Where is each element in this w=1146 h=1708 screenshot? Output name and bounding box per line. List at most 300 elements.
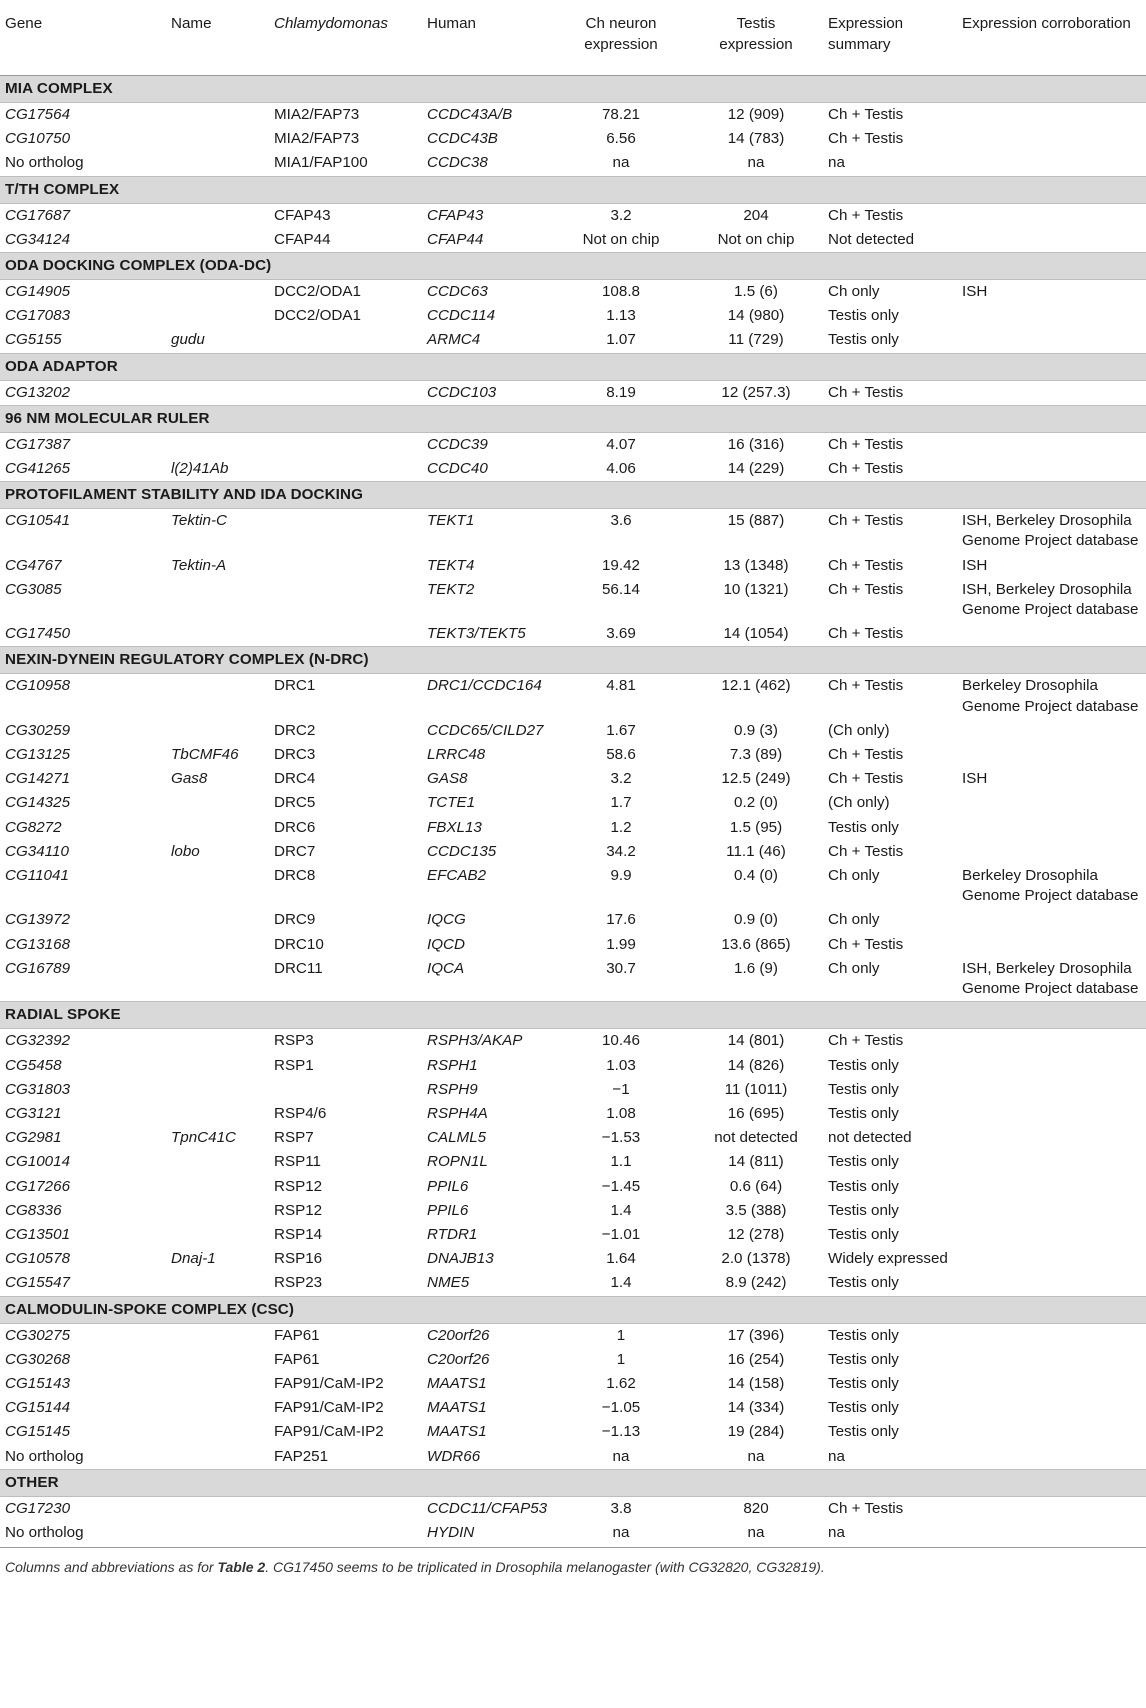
cell-gene: CG17266 — [5, 1177, 71, 1195]
cell-gene: CG14271 — [5, 770, 71, 788]
cell-human: CCDC63 — [427, 283, 488, 301]
cell-human: PPIL6 — [427, 1177, 469, 1195]
cell-human: CCDC39 — [427, 435, 488, 453]
cell-name — [166, 674, 269, 719]
table-row — [0, 1496, 1146, 1521]
cell-chlamydomonas: FAP61 — [274, 1326, 320, 1344]
cell-ch-neuron: −1.05 — [601, 1399, 641, 1417]
cell-corroboration — [957, 103, 1146, 128]
cell-human: CCDC40 — [427, 460, 488, 478]
cell-ch-neuron: 1 — [616, 1326, 626, 1344]
table-row — [0, 203, 1146, 228]
cell-name — [166, 1372, 269, 1396]
footnote-table-ref: Table 2 — [217, 1559, 266, 1576]
header-ch-neuron-line1: Ch neuron — [585, 15, 657, 32]
cell-chlamydomonas: RSP12 — [274, 1177, 323, 1195]
cell-corroboration — [957, 1420, 1146, 1444]
cell-chlamydomonas: CFAP44 — [274, 230, 331, 248]
cell-ch-neuron: 1.4 — [610, 1274, 632, 1292]
header-chlamydomonas: Chlamydomonas — [269, 4, 422, 76]
cell-summary: Testis only — [828, 1326, 899, 1344]
cell-testis: 14 (801) — [727, 1032, 785, 1050]
table-row — [0, 957, 1146, 1002]
cell-corroboration — [957, 816, 1146, 840]
cell-chlamydomonas: DRC2 — [274, 721, 316, 739]
table-row — [0, 432, 1146, 457]
cell-ch-neuron: na — [612, 154, 630, 172]
cell-summary: Widely expressed — [828, 1250, 948, 1268]
cell-chlamydomonas: DRC4 — [274, 770, 316, 788]
cell-gene: CG17564 — [5, 106, 71, 123]
cell-testis: na — [747, 1447, 765, 1465]
cell-human: C20orf26 — [427, 1350, 490, 1368]
cell-chlamydomonas: RSP16 — [274, 1250, 323, 1268]
cell-gene: CG15144 — [5, 1399, 71, 1417]
cell-summary: Testis only — [828, 1056, 899, 1074]
cell-summary: Ch + Testis — [828, 842, 904, 860]
cell-testis: 14 (229) — [727, 460, 785, 478]
cell-name — [166, 432, 269, 457]
header-testis — [689, 4, 823, 76]
header-gene: Gene — [0, 4, 166, 76]
cell-name — [166, 103, 269, 128]
cell-chlamydomonas: MIA2/FAP73 — [274, 130, 360, 148]
cell-name — [166, 1445, 269, 1470]
cell-name — [166, 957, 269, 1002]
cell-name — [166, 1102, 269, 1126]
cell-corroboration — [957, 1175, 1146, 1199]
cell-name: TpnC41C — [171, 1129, 236, 1147]
cell-gene: CG30268 — [5, 1350, 71, 1368]
cell-name — [166, 304, 269, 328]
cell-chlamydomonas: MIA1/FAP100 — [274, 154, 368, 172]
cell-ch-neuron: 6.56 — [606, 130, 636, 148]
cell-corroboration — [957, 1496, 1146, 1521]
cell-gene: CG17230 — [5, 1499, 71, 1517]
cell-testis: 12.5 (249) — [721, 770, 791, 788]
cell-summary: Ch + Testis — [828, 1499, 904, 1517]
cell-summary: (Ch only) — [828, 721, 890, 739]
cell-human: HYDIN — [422, 1521, 553, 1548]
cell-ch-neuron: 1.2 — [610, 818, 632, 836]
cell-ch-neuron: 4.06 — [606, 460, 636, 478]
cell-corroboration — [957, 1150, 1146, 1174]
header-summary — [823, 4, 957, 76]
cell-human: DRC1/CCDC164 — [427, 677, 542, 695]
section-title: MIA COMPLEX — [0, 76, 1146, 103]
cell-name — [166, 791, 269, 815]
cell-human: CCDC43B — [427, 130, 498, 148]
cell-chlamydomonas — [269, 1521, 422, 1548]
cell-chlamydomonas — [269, 1078, 422, 1102]
cell-chlamydomonas — [269, 432, 422, 457]
cell-name — [166, 1199, 269, 1223]
cell-testis: 12.1 (462) — [721, 677, 791, 695]
cell-testis: 0.9 (0) — [734, 911, 778, 929]
cell-corroboration: Berkeley Drosophila Genome Project database — [962, 867, 1139, 905]
cell-gene: CG17083 — [5, 307, 71, 325]
cell-chlamydomonas — [269, 1496, 422, 1521]
cell-summary: Ch + Testis — [828, 556, 904, 574]
cell-ch-neuron: 108.8 — [601, 283, 640, 301]
cell-gene: CG3085 — [5, 580, 62, 598]
footnote-after: . CG17450 seems to be triplicated in Drosophila melanogaster (with CG32820, CG32819). — [265, 1559, 825, 1576]
cell-human: TEKT4 — [427, 556, 475, 574]
cell-name: gudu — [171, 331, 205, 349]
cell-gene: CG30275 — [5, 1326, 71, 1344]
cell-human: C20orf26 — [427, 1326, 490, 1344]
cell-human: CCDC114 — [427, 307, 496, 325]
cell-gene: No ortholog — [5, 154, 84, 172]
cell-summary: Testis only — [828, 331, 899, 349]
cell-corroboration — [957, 127, 1146, 151]
table-row — [0, 1078, 1146, 1102]
cell-chlamydomonas: DRC1 — [274, 677, 316, 695]
cell-ch-neuron: 34.2 — [606, 842, 636, 860]
table-row — [0, 103, 1146, 128]
cell-testis: 11.1 (46) — [726, 842, 786, 860]
cell-summary: Testis only — [828, 1177, 899, 1195]
cell-corroboration — [957, 151, 1146, 176]
cell-human: RSPH9 — [427, 1080, 478, 1098]
cell-ch-neuron: 3.6 — [610, 512, 632, 530]
cell-summary: Ch + Testis — [828, 580, 904, 598]
cell-gene: No ortholog — [5, 1447, 84, 1465]
cell-name — [166, 1323, 269, 1348]
cell-gene: CG15145 — [5, 1423, 71, 1441]
table-row — [0, 1445, 1146, 1470]
cell-corroboration — [957, 908, 1146, 932]
cell-human: EFCAB2 — [427, 867, 487, 885]
cell-corroboration — [957, 622, 1146, 647]
table-row — [0, 1102, 1146, 1126]
cell-chlamydomonas — [269, 554, 422, 578]
cell-summary: Ch only — [828, 959, 880, 977]
cell-gene: CG15143 — [5, 1374, 71, 1392]
cell-testis: 14 (826) — [727, 1056, 785, 1074]
cell-corroboration — [957, 1348, 1146, 1372]
cell-gene: CG32392 — [5, 1032, 71, 1050]
cell-summary: Ch + Testis — [828, 770, 904, 788]
cell-corroboration — [957, 743, 1146, 767]
cell-name — [166, 280, 269, 305]
cell-ch-neuron: −1.53 — [601, 1129, 641, 1147]
table-row — [0, 1271, 1146, 1296]
cell-testis: 14 (811) — [728, 1153, 784, 1171]
cell-name — [166, 1054, 269, 1078]
cell-gene: CG30259 — [5, 721, 71, 739]
cell-gene: CG11041 — [5, 867, 69, 885]
ortholog-expression-table — [0, 4, 1146, 1548]
cell-testis: 11 (1011) — [724, 1080, 788, 1098]
cell-ch-neuron: na — [612, 1447, 630, 1465]
cell-name: Tektin-A — [171, 556, 227, 574]
cell-human: RTDR1 — [427, 1225, 478, 1243]
cell-testis: 14 (980) — [727, 307, 785, 325]
cell-testis: 820 — [743, 1499, 769, 1517]
cell-testis: 16 (316) — [727, 435, 785, 453]
table-row — [0, 1521, 1146, 1548]
cell-name — [166, 151, 269, 176]
cell-human: FBXL13 — [427, 818, 482, 836]
section-title: ODA ADAPTOR — [0, 353, 1146, 380]
table-row — [0, 1126, 1146, 1150]
cell-chlamydomonas — [269, 380, 422, 405]
cell-summary: Ch + Testis — [828, 206, 904, 224]
cell-ch-neuron: 10.46 — [601, 1032, 640, 1050]
cell-gene: CG34110 — [5, 842, 69, 860]
cell-gene: CG41265 — [5, 460, 71, 478]
cell-testis: 14 (783) — [727, 130, 785, 148]
cell-name: l(2)41Ab — [171, 460, 229, 478]
cell-chlamydomonas: DCC2/ODA1 — [274, 283, 361, 301]
cell-summary: Testis only — [828, 307, 899, 325]
cell-testis: 0.2 (0) — [734, 794, 778, 812]
cell-chlamydomonas: FAP91/CaM-IP2 — [274, 1423, 384, 1441]
cell-corroboration — [957, 1054, 1146, 1078]
cell-name: lobo — [171, 842, 200, 860]
cell-ch-neuron: 1.03 — [606, 1056, 636, 1074]
cell-human: RSPH4A — [427, 1104, 488, 1122]
table-row — [0, 1247, 1146, 1271]
cell-testis: not detected — [714, 1129, 798, 1147]
table-row — [0, 816, 1146, 840]
cell-summary: Testis only — [828, 1423, 899, 1441]
table-row — [0, 578, 1146, 622]
cell-testis: na — [689, 1521, 823, 1548]
section-row — [0, 353, 1146, 380]
cell-name: Gas8 — [171, 770, 208, 788]
cell-chlamydomonas — [269, 328, 422, 353]
cell-ch-neuron: 3.2 — [610, 770, 632, 788]
cell-summary: Ch + Testis — [828, 625, 904, 643]
cell-testis: 14 (158) — [727, 1374, 785, 1392]
cell-chlamydomonas: CFAP43 — [274, 206, 331, 224]
cell-gene: CG2981 — [5, 1129, 62, 1147]
cell-gene: CG34124 — [5, 230, 71, 248]
cell-gene: No ortholog — [0, 1521, 166, 1548]
cell-testis: 0.9 (3) — [734, 721, 778, 739]
cell-testis: 14 (1054) — [723, 625, 789, 643]
table-row — [0, 674, 1146, 719]
cell-name: Dnaj-1 — [171, 1250, 216, 1268]
cell-corroboration — [957, 228, 1146, 253]
cell-gene: CG5155 — [5, 331, 62, 349]
cell-testis: na — [747, 154, 765, 172]
cell-summary: Ch + Testis — [828, 677, 904, 695]
cell-chlamydomonas: FAP91/CaM-IP2 — [274, 1374, 384, 1392]
cell-corroboration — [957, 457, 1146, 482]
cell-summary: Not detected — [828, 230, 915, 248]
cell-ch-neuron: 1 — [616, 1350, 626, 1368]
cell-human: CCDC135 — [427, 842, 497, 860]
cell-human: TEKT3/TEKT5 — [427, 625, 526, 643]
table-row — [0, 228, 1146, 253]
cell-name — [166, 864, 269, 908]
table-footnote — [0, 1548, 1146, 1576]
cell-testis: 0.4 (0) — [734, 867, 778, 885]
table-row — [0, 908, 1146, 932]
cell-corroboration — [957, 203, 1146, 228]
cell-corroboration — [957, 1199, 1146, 1223]
cell-corroboration — [957, 1271, 1146, 1296]
cell-summary: na — [823, 1521, 957, 1548]
cell-human: MAATS1 — [427, 1399, 487, 1417]
cell-chlamydomonas: FAP251 — [274, 1447, 329, 1465]
cell-chlamydomonas — [269, 622, 422, 647]
cell-ch-neuron: 56.14 — [601, 580, 640, 598]
table-row — [0, 1348, 1146, 1372]
cell-ch-neuron: 19.42 — [601, 556, 640, 574]
cell-gene: CG10014 — [5, 1153, 71, 1171]
table-row — [0, 933, 1146, 957]
cell-corroboration: ISH — [962, 283, 988, 301]
cell-name — [166, 1420, 269, 1444]
table-row — [0, 509, 1146, 554]
cell-gene: CG13125 — [5, 746, 71, 764]
cell-gene: CG13202 — [5, 383, 71, 401]
cell-ch-neuron: 17.6 — [606, 911, 636, 929]
cell-ch-neuron: 3.2 — [610, 206, 632, 224]
cell-summary: Ch + Testis — [828, 383, 904, 401]
cell-summary: Ch + Testis — [828, 460, 904, 478]
cell-ch-neuron: 9.9 — [610, 867, 632, 885]
cell-summary: (Ch only) — [828, 794, 890, 812]
cell-ch-neuron: 4.81 — [606, 677, 636, 695]
cell-gene: CG8336 — [5, 1201, 62, 1219]
cell-ch-neuron: −1.13 — [601, 1423, 641, 1441]
cell-summary: Testis only — [828, 1201, 899, 1219]
cell-corroboration — [957, 1445, 1146, 1470]
cell-corroboration — [957, 1029, 1146, 1054]
cell-chlamydomonas: RSP3 — [274, 1032, 314, 1050]
cell-human: GAS8 — [427, 770, 468, 788]
header-testis-line2: expression — [719, 36, 793, 53]
cell-ch-neuron: 1.4 — [610, 1201, 632, 1219]
cell-testis: 12 (909) — [727, 106, 785, 123]
cell-testis: 12 (278) — [727, 1225, 785, 1243]
cell-summary: Ch + Testis — [828, 935, 904, 953]
table-row — [0, 380, 1146, 405]
cell-gene: CG17450 — [5, 625, 71, 643]
cell-human: ROPN1L — [427, 1153, 488, 1171]
cell-testis: 3.5 (388) — [725, 1201, 787, 1219]
cell-ch-neuron: 1.7 — [610, 794, 632, 812]
cell-chlamydomonas: RSP23 — [274, 1274, 323, 1292]
cell-gene: CG17387 — [5, 435, 71, 453]
cell-gene: CG10750 — [5, 130, 71, 148]
cell-name — [166, 1271, 269, 1296]
section-row — [0, 176, 1146, 203]
cell-corroboration — [957, 1126, 1146, 1150]
cell-chlamydomonas: RSP11 — [274, 1153, 321, 1171]
cell-testis: 16 (695) — [727, 1104, 785, 1122]
table-row — [0, 151, 1146, 176]
cell-ch-neuron: −1.01 — [601, 1225, 641, 1243]
table-row — [0, 1150, 1146, 1174]
cell-summary: Ch only — [828, 283, 880, 301]
cell-human: WDR66 — [427, 1447, 481, 1465]
table-row — [0, 791, 1146, 815]
table-row — [0, 1372, 1146, 1396]
cell-name — [166, 1078, 269, 1102]
cell-human: MAATS1 — [427, 1423, 487, 1441]
cell-human: RSPH3/AKAP — [427, 1032, 523, 1050]
cell-corroboration — [957, 380, 1146, 405]
section-row — [0, 253, 1146, 280]
section-title: 96 NM MOLECULAR RULER — [0, 405, 1146, 432]
cell-gene: CG14905 — [5, 283, 71, 301]
section-title: CALMODULIN-SPOKE COMPLEX (CSC) — [0, 1296, 1146, 1323]
section-row — [0, 1469, 1146, 1496]
table-row — [0, 1223, 1146, 1247]
cell-summary: Testis only — [828, 1374, 899, 1392]
cell-human: TCTE1 — [427, 794, 476, 812]
cell-corroboration — [957, 1102, 1146, 1126]
cell-human: CFAP43 — [427, 206, 484, 224]
section-row — [0, 482, 1146, 509]
section-row — [0, 1296, 1146, 1323]
table-row — [0, 1199, 1146, 1223]
cell-testis: 15 (887) — [727, 512, 785, 530]
cell-human: CCDC38 — [427, 154, 488, 172]
cell-human: TEKT1 — [427, 512, 475, 530]
cell-summary: Testis only — [828, 1225, 899, 1243]
section-title: T/TH COMPLEX — [0, 176, 1146, 203]
cell-chlamydomonas: FAP91/CaM-IP2 — [274, 1399, 384, 1417]
cell-name — [166, 203, 269, 228]
cell-gene: CG16789 — [5, 959, 71, 977]
cell-testis: 204 — [743, 206, 769, 224]
cell-name — [166, 1348, 269, 1372]
table-row — [0, 457, 1146, 482]
cell-human: PPIL6 — [427, 1201, 469, 1219]
header-testis-line1: Testis — [736, 15, 776, 32]
cell-summary: Testis only — [828, 1080, 899, 1098]
cell-ch-neuron: 1.64 — [606, 1250, 636, 1268]
cell-corroboration: ISH, Berkeley Drosophila Genome Project database — [962, 959, 1139, 998]
cell-summary: Testis only — [828, 1399, 899, 1417]
cell-gene: CG10578 — [5, 1250, 71, 1268]
cell-summary: Testis only — [828, 818, 899, 836]
cell-summary: Testis only — [828, 1153, 899, 1171]
table-row — [0, 1054, 1146, 1078]
table-row — [0, 1323, 1146, 1348]
cell-name — [166, 578, 269, 622]
cell-ch-neuron: 30.7 — [606, 959, 636, 977]
table-row — [0, 304, 1146, 328]
cell-ch-neuron: na — [553, 1521, 689, 1548]
header-ch-neuron-line2: expression — [584, 36, 658, 53]
cell-ch-neuron: Not on chip — [582, 230, 660, 248]
table-row — [0, 622, 1146, 647]
cell-ch-neuron: 1.07 — [606, 331, 636, 349]
cell-summary: Ch + Testis — [828, 130, 904, 148]
cell-gene: CG13972 — [5, 911, 71, 929]
cell-human: IQCD — [427, 935, 465, 953]
table-row — [0, 864, 1146, 908]
cell-human: CCDC103 — [427, 383, 497, 401]
cell-corroboration — [957, 1223, 1146, 1247]
cell-name: TbCMF46 — [171, 746, 239, 764]
cell-summary: Ch + Testis — [828, 1032, 904, 1050]
section-title: ODA DOCKING COMPLEX (ODA-DC) — [0, 253, 1146, 280]
table-row — [0, 719, 1146, 743]
table-row — [0, 127, 1146, 151]
cell-gene: CG13501 — [5, 1225, 71, 1243]
cell-gene: CG14325 — [5, 794, 71, 812]
cell-ch-neuron: 1.1 — [610, 1153, 632, 1171]
